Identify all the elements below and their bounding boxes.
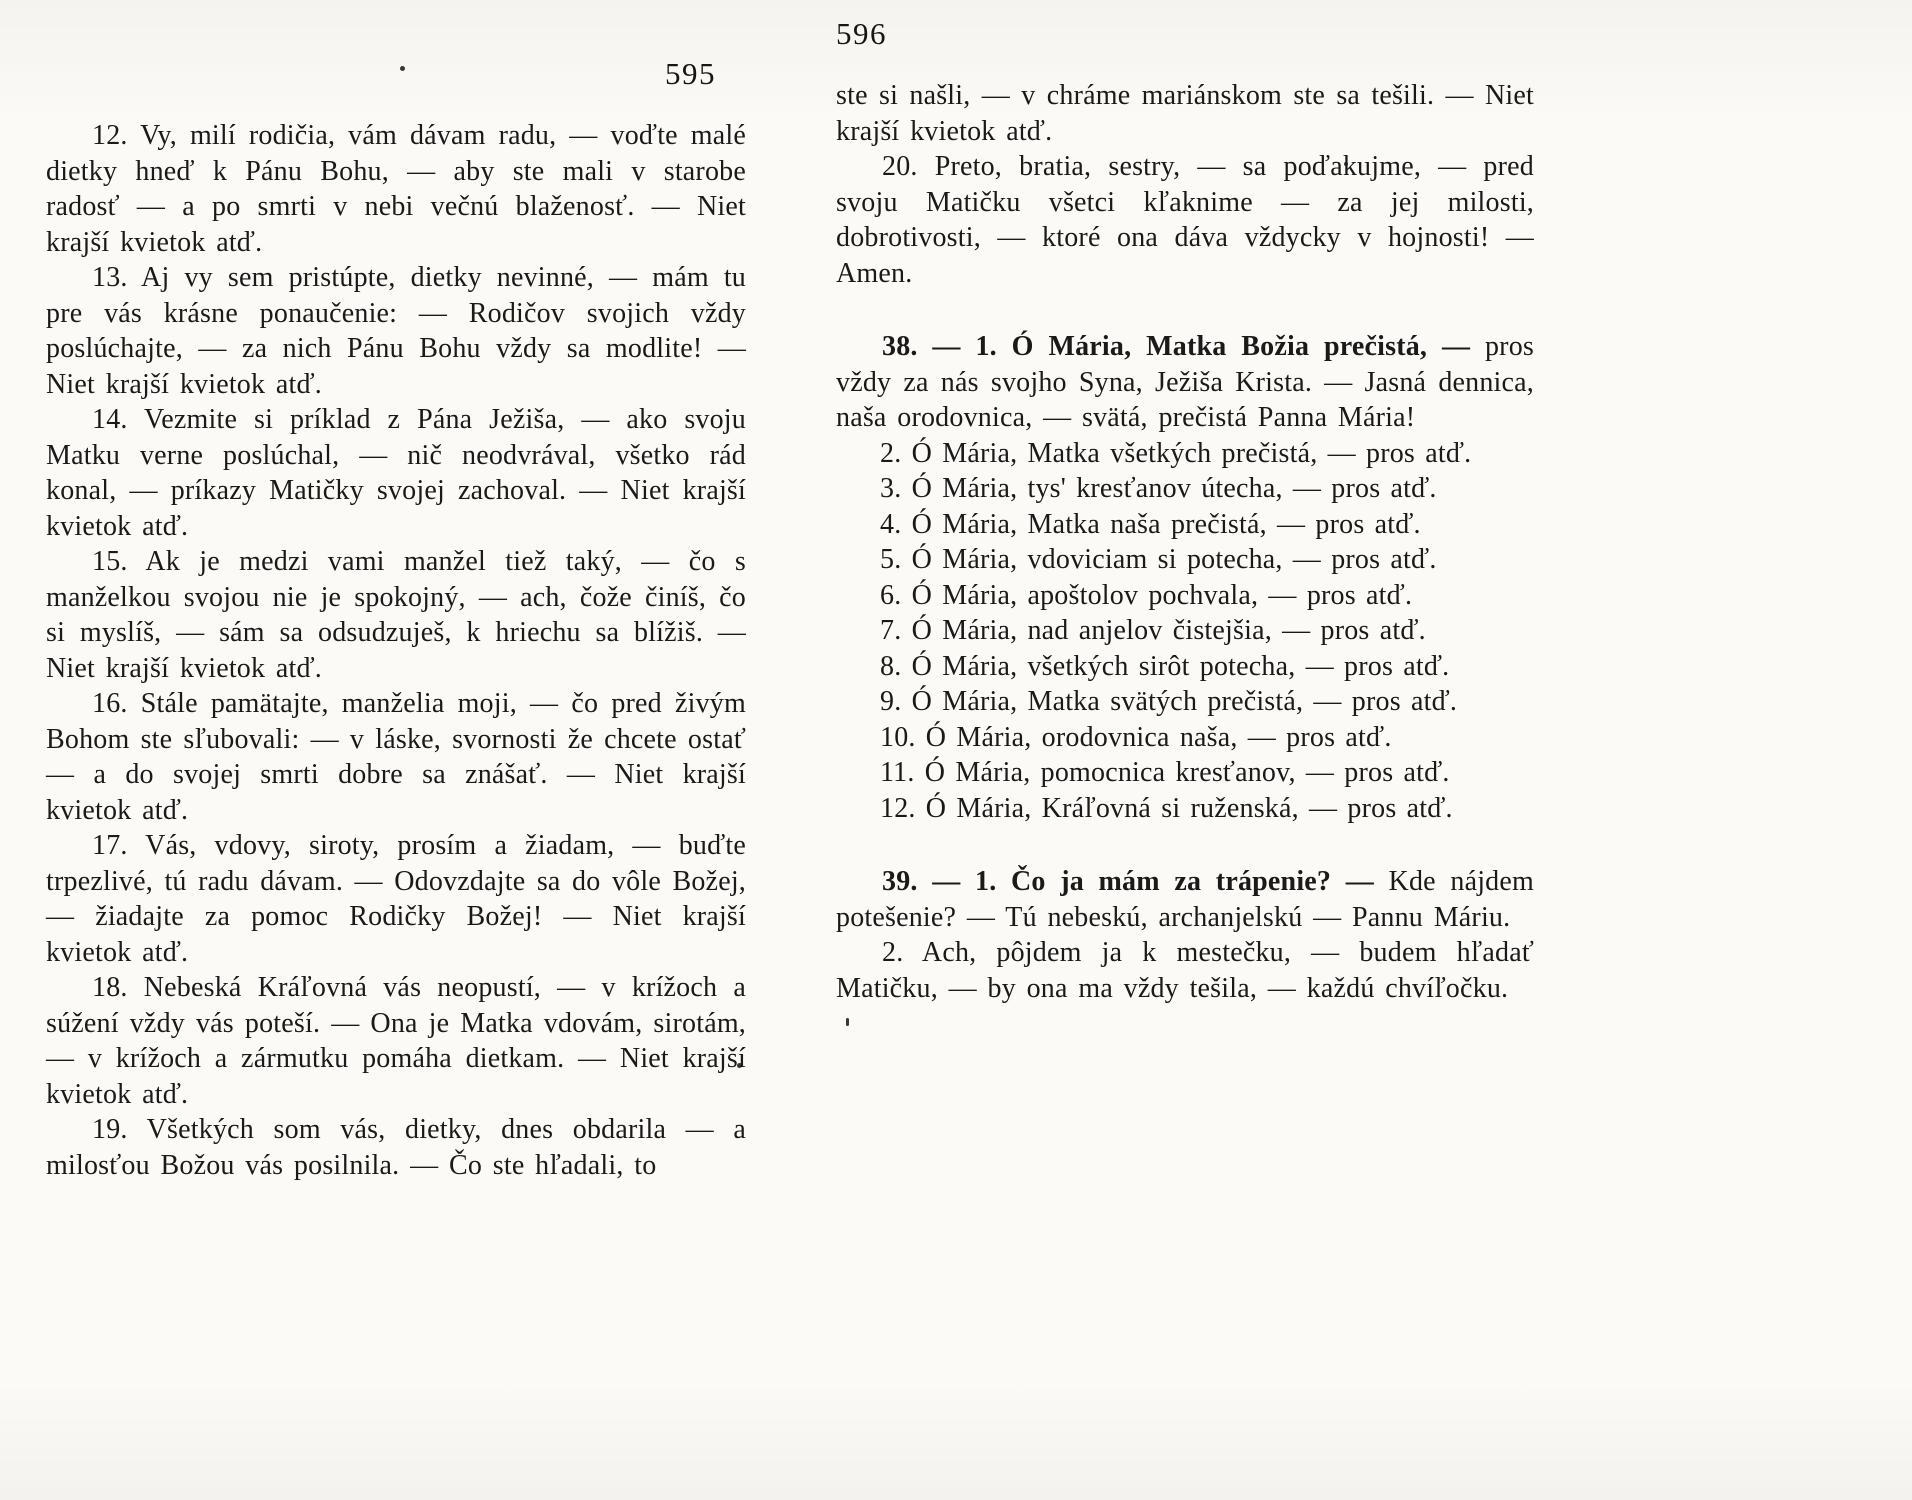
- hymn-38-verse-11: 11. Ó Mária, pomocnica kresťanov, — pros atď.: [880, 757, 1450, 788]
- hymn-38-verse-3: 3. Ó Mária, tys' kresťanov útecha, — pros atď.: [880, 473, 1437, 504]
- hymn-39-lead-bold: 39. — 1. Čo ja mám za trápenie? —: [882, 866, 1374, 897]
- scan-speck: [846, 1018, 849, 1026]
- paragraph-13: 13. Aj vy sem pristúpte, dietky nevinné, — mám tu pre vás krásne ponaučenie: — Rodičov svojich vždy poslúchajte, — za nich Pánu Bohu vždy sa modlite! — Niet krajší kvietok atď.: [46, 262, 746, 400]
- paragraph-18: 18. Nebeská Kráľovná vás neopustí, — v krížoch a súžení vždy vás poteší. — Ona je Matka vdovám, sirotám, — v krížoch a zármutku pomáha dietkam. — Niet krajší kvietok atď.: [46, 972, 746, 1110]
- hymn-38-verse-10: 10. Ó Mária, orodovnica naša, — pros atď.: [880, 721, 1392, 753]
- hymn-38-lead-bold: 38. — 1. Ó Mária, Matka Božia prečistá, —: [882, 331, 1471, 362]
- hymn-39-lead-rest: Kde nájdem potešenie? — Tú nebeskú, archanjelskú — Pannu Máriu.: [836, 866, 1534, 933]
- hymn-38-verse-7: 7. Ó Mária, nad anjelov čistejšia, — pros atď.: [880, 615, 1426, 646]
- hymn-38-verse-4: 4. Ó Mária, Matka naša prečistá, — pros atď.: [880, 508, 1421, 540]
- hymn-38-verse-9: 9. Ó Mária, Matka svätých prečistá, — pros atď.: [880, 686, 1458, 717]
- hymn-38-lead: [836, 329, 1534, 436]
- paragraph-19-continuation: ste si našli, — v chráme mariánskom ste sa tešili. — Niet krajší kvietok atď.: [836, 80, 1534, 147]
- hymn-38-lead-rest: pros vždy za nás svojho Syna, Ježiša Krista. — Jasná dennica, naša orodovnica, — svätá, prečistá Panna Mária!: [836, 331, 1534, 433]
- paragraph-20: 20. Preto, bratia, sestry, — sa poďakujme, — pred svoju Matičku všetci kľaknime — za jej milosti, dobrotivosti, — ktoré ona dáva vždycky v hojnosti! — Amen.: [836, 151, 1534, 289]
- paragraph-15: 15. Ak je medzi vami manžel tiež taký, — čo s manželkou svojou nie je spokojný, — ach, čože činíš, čo si myslíš, — sám sa odsudzuješ, k hriechu sa blížiš. — Niet krajší kvietok atď.: [46, 546, 746, 684]
- hymn-39-lead: [836, 864, 1534, 935]
- hymn-38-verse-5: 5. Ó Mária, vdoviciam si potecha, — pros atď.: [880, 544, 1437, 575]
- paragraph-19: 19. Všetkých som vás, dietky, dnes obdarila — a milosťou Božou vás posilnila. — Čo ste hľadali, to: [46, 1114, 746, 1181]
- hymn-38-verse-6: 6. Ó Mária, apoštolov pochvala, — pros atď.: [880, 579, 1413, 611]
- hymn-39-verse-2: 2. Ach, pôjdem ja k mestečku, — budem hľadať Matičku, — by ona ma vždy tešila, — každú chvíľočku.: [836, 937, 1534, 1004]
- hymn-38-verse-2: 2. Ó Mária, Matka všetkých prečistá, — pros atď.: [880, 437, 1472, 469]
- page-595: [46, 56, 746, 1183]
- page-number-596: 596: [836, 16, 887, 51]
- paragraph-17: 17. Vás, vdovy, siroty, prosím a žiadam, — buďte trpezlivé, tú radu dávam. — Odovzdajte sa do vôle Božej, — žiadajte za pomoc Rodičky Božej! — Niet krajší kvietok atď.: [46, 830, 746, 968]
- page-number-595: 595: [665, 56, 716, 91]
- paragraph-14: 14. Vezmite si príklad z Pána Ježiša, — ako svoju Matku verne poslúchal, — nič neodvrával, všetko rád konal, — príkazy Matičky svojej zachoval. — Niet krajší kvietok atď.: [46, 404, 746, 542]
- paragraph-12: 12. Vy, milí rodičia, vám dávam radu, — voďte malé dietky hneď k Pánu Bohu, — aby ste mali v starobe radosť — a po smrti v nebi večnú blaženosť. — Niet krajší kvietok atď.: [46, 120, 746, 258]
- hymn-38-verse-8: 8. Ó Mária, všetkých sirôt potecha, — pros atď.: [880, 650, 1450, 682]
- paragraph-16: 16. Stále pamätajte, manželia moji, — čo pred živým Bohom ste sľubovali: — v láske, svornosti že chcete ostať — a do svojej smrti dobre sa znášať. — Niet krajší kvietok atď.: [46, 688, 746, 826]
- hymn-38-verse-12: 12. Ó Mária, Kráľovná si ruženská, — pros atď.: [880, 792, 1453, 824]
- page-596: [836, 16, 1534, 1006]
